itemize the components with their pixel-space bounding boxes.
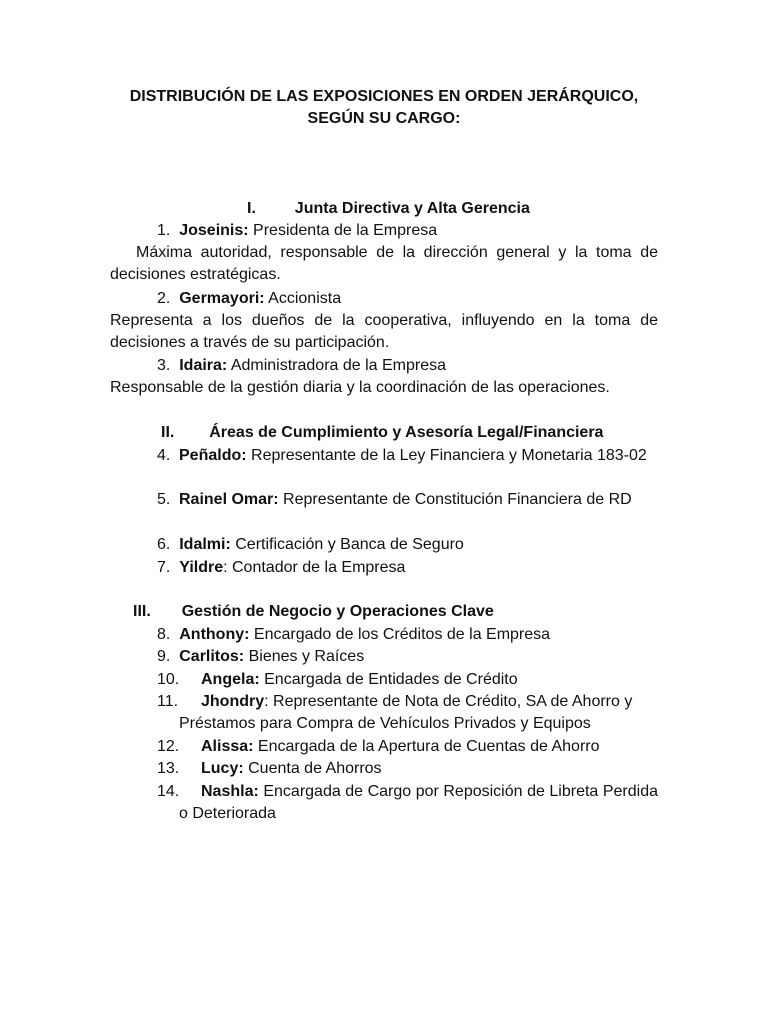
section-title: Áreas de Cumplimiento y Asesoría Legal/Financiera [209,424,604,441]
person-role: Encargado de los Créditos de la Empresa [253,626,551,643]
section-numeral: III. [133,603,151,620]
person-name: Anthony: [179,626,250,643]
person-role: Accionista [268,290,342,307]
section-numeral: I. [247,200,256,217]
section-heading-1 [247,198,530,220]
person-name: Joseinis: [179,222,249,239]
person-name: Germayori: [179,290,265,307]
list-item: 4. Peñaldo: Representante de la Ley Financiera y Monetaria 183-02 [157,447,647,464]
list-item: 5. Rainel Omar: Representante de Constitución Financiera de RD [157,491,632,508]
person-role: Bienes y Raíces [248,648,365,665]
list-item: 3. Idaira: Administradora de la Empresa [157,357,447,374]
person-role: Certificación y Banca de Seguro [235,536,464,553]
person-name: Yildre [179,559,224,576]
person-role: Representante de Constitución Financiera de RD [283,491,632,508]
person-name: Jhondry [201,693,265,710]
list-item: 6. Idalmi: Certificación y Banca de Seguro [157,536,464,553]
person-name: Idaira: [179,357,228,374]
person-role: : Representante de Nota de Crédito, SA de Ahorro y Préstamos para Compra de Vehículos Privados y Equipos [179,693,633,733]
person-role: Encargada de Entidades de Crédito [264,671,518,688]
section-heading-2 [161,422,603,444]
person-role: Cuenta de Ahorros [248,760,382,777]
person-name: Lucy: [201,760,244,777]
item-description: Responsable de la gestión diaria y la coordinación de las operaciones. [110,379,610,396]
person-name: Alissa: [201,738,254,755]
document-title [100,86,668,130]
list-item: 7. Yildre: Contador de la Empresa [157,559,406,576]
person-role: Encargada de la Apertura de Cuentas de Ahorro [257,738,600,755]
list-item: 8. Anthony: Encargado de los Créditos de la Empresa [157,626,551,643]
list-item: 2. Germayori: Accionista [157,290,342,307]
section-title: Junta Directiva y Alta Gerencia [294,200,530,217]
person-name: Angela: [201,671,260,688]
list-item: 13. Lucy: Cuenta de Ahorros [157,760,382,777]
section-heading-3 [133,601,494,623]
list-item: 14. Nashla: Encargada de Cargo por Reposición de Libreta Perdida o Deteriorada [157,783,659,823]
item-description: Máxima autoridad, responsable de la dirección general y la toma de decisiones estratégicas. [110,244,658,284]
person-role: Encargada de Cargo por Reposición de Libreta Perdida o Deteriorada [179,783,659,823]
list-item: 11. Jhondry: Representante de Nota de Crédito, SA de Ahorro y Préstamos para Compra de Vehículos Privados y Equipos [157,693,633,733]
title-line-1: DISTRIBUCIÓN DE LAS EXPOSICIONES EN ORDEN JERÁRQUICO, [129,88,639,105]
person-name: Carlitos: [179,648,245,665]
person-name: Nashla: [201,783,259,800]
person-role: Representante de la Ley Financiera y Monetaria 183-02 [251,447,647,464]
section-numeral: II. [161,424,175,441]
person-role: Administradora de la Empresa [230,357,447,374]
person-name: Rainel Omar: [179,491,279,508]
person-role: Presidenta de la Empresa [253,222,438,239]
list-item: 1. Joseinis: Presidenta de la Empresa [157,222,438,239]
item-description: Representa a los dueños de la cooperativa, influyendo en la toma de decisiones a través de su participación. [110,312,658,352]
person-name: Idalmi: [179,536,231,553]
list-item: 10. Angela: Encargada de Entidades de Crédito [157,671,518,688]
section-title: Gestión de Negocio y Operaciones Clave [181,603,494,620]
list-item: 12. Alissa: Encargada de la Apertura de Cuentas de Ahorro [157,738,600,755]
title-line-2: SEGÚN SU CARGO: [307,110,461,127]
person-role: : Contador de la Empresa [223,559,406,576]
person-name: Peñaldo: [179,447,247,464]
list-item: 9. Carlitos: Bienes y Raíces [157,648,365,665]
